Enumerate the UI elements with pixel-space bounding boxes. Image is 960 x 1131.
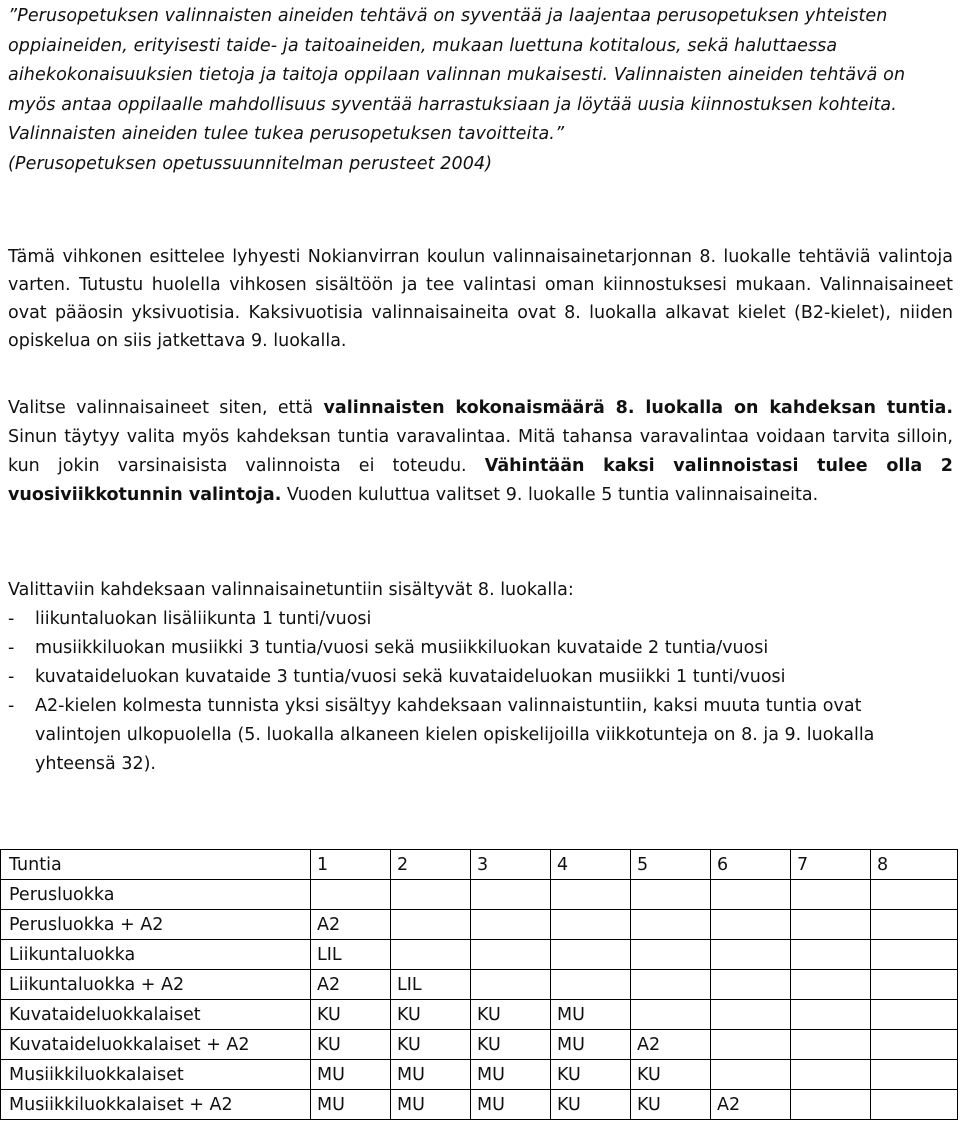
table-cell: MU	[551, 1030, 631, 1060]
table-cell	[471, 880, 551, 910]
table-cell	[551, 880, 631, 910]
table-cell	[551, 910, 631, 940]
table-row	[1, 1030, 958, 1060]
table-cell	[711, 940, 791, 970]
header-cell: 2	[391, 850, 471, 880]
row-label-cell: Kuvataideluokkalaiset	[1, 1000, 311, 1030]
quote-source: (Perusopetuksen opetussuunnitelman perusteet 2004)	[8, 153, 493, 174]
table-cell: KU	[551, 1060, 631, 1090]
table-cell: KU	[311, 1000, 391, 1030]
table-cell: MU	[391, 1060, 471, 1090]
table-cell	[631, 970, 711, 1000]
table-cell: LIL	[311, 940, 391, 970]
instructions-emphasis-minimum: Vähintään kaksi valinnoistasi tulee olla 2 vuosiviikkotunnin valintoja.	[8, 456, 953, 505]
table-row	[1, 880, 958, 910]
table-cell	[791, 970, 871, 1000]
list-item-text: A2-kielen kolmesta tunnista yksi sisältyy kahdeksaan valinnaistuntiin, kaksi muuta tuntia ovat valintojen ulkopuolella (5. luokalla alkaneen kielen opiskelijoilla viikkotunteja on 8. ja 9. luokalla yhteensä 32).	[35, 696, 875, 774]
table-cell	[711, 880, 791, 910]
included-hours-list	[8, 605, 953, 779]
header-cell: 1	[311, 850, 391, 880]
table-cell: KU	[311, 1030, 391, 1060]
included-hours-title: Valittaviin kahdeksaan valinnaisainetuntiin sisältyvät 8. luokalla:	[8, 580, 574, 600]
instructions-text-3: Vuoden kuluttua valitset 9. luokalle 5 tuntia valinnaisaineita.	[281, 485, 819, 505]
row-label-cell: Musiikkiluokkalaiset + A2	[1, 1090, 311, 1120]
list-dash: -	[8, 638, 15, 658]
table-cell: KU	[551, 1090, 631, 1120]
header-cell: Tuntia	[1, 850, 311, 880]
table-cell	[391, 880, 471, 910]
table-cell	[471, 910, 551, 940]
row-label-cell: Liikuntaluokka	[1, 940, 311, 970]
table-cell	[631, 910, 711, 940]
list-dash: -	[8, 609, 15, 629]
table-cell: MU	[391, 1090, 471, 1120]
table-cell	[391, 910, 471, 940]
table-cell: KU	[631, 1090, 711, 1120]
table-cell	[791, 880, 871, 910]
table-cell: A2	[631, 1030, 711, 1060]
table-cell	[871, 1090, 958, 1120]
list-item	[8, 692, 953, 779]
list-item	[8, 634, 953, 663]
table-cell	[871, 1000, 958, 1030]
table-cell	[311, 880, 391, 910]
table-cell	[551, 970, 631, 1000]
table-cell: A2	[711, 1090, 791, 1120]
table-row	[1, 1090, 958, 1120]
table-cell: KU	[631, 1060, 711, 1090]
intro-paragraph: Tämä vihkonen esittelee lyhyesti Nokianvirran koulun valinnaisainetarjonnan 8. luokalle tehtäviä valintoja varten. Tutustu huolella vihkosen sisältöön ja tee valintasi oman kiinnostuksesi mukaan. Valinnaisaineet ovat pääosin yksivuotisia. Kaksivuotisia valinnaisaineita ovat 8. luokalla alkavat kielet (B2-kielet), niiden opiskelua on siis jatkettava 9. luokalla.	[8, 247, 953, 351]
table-cell: MU	[471, 1060, 551, 1090]
list-item-text: liikuntaluokan lisäliikunta 1 tunti/vuosi	[35, 609, 372, 629]
table-cell	[871, 970, 958, 1000]
table-row	[1, 970, 958, 1000]
row-label-cell: Kuvataideluokkalaiset + A2	[1, 1030, 311, 1060]
table-cell	[391, 940, 471, 970]
table-cell	[711, 1060, 791, 1090]
header-cell: 3	[471, 850, 551, 880]
selection-instructions	[8, 394, 953, 510]
header-cell: 4	[551, 850, 631, 880]
header-cell: 5	[631, 850, 711, 880]
row-label-cell: Musiikkiluokkalaiset	[1, 1060, 311, 1090]
table-cell	[871, 940, 958, 970]
table-cell	[791, 910, 871, 940]
table-cell	[631, 880, 711, 910]
table-cell	[471, 970, 551, 1000]
table-cell	[791, 1090, 871, 1120]
table-cell	[871, 1030, 958, 1060]
list-dash: -	[8, 696, 15, 716]
table-cell	[471, 940, 551, 970]
table-row	[1, 1000, 958, 1030]
table-cell	[871, 1060, 958, 1090]
row-label-cell: Liikuntaluokka + A2	[1, 970, 311, 1000]
table-cell	[871, 880, 958, 910]
row-label-cell: Perusluokka	[1, 880, 311, 910]
list-dash: -	[8, 667, 15, 687]
table-cell: MU	[311, 1060, 391, 1090]
curriculum-quote	[8, 2, 953, 179]
list-item-text: kuvataideluokan kuvataide 3 tuntia/vuosi sekä kuvataideluokan musiikki 1 tunti/vuosi	[35, 667, 786, 687]
table-cell	[711, 1000, 791, 1030]
list-item	[8, 663, 953, 692]
table-cell	[791, 1060, 871, 1090]
instructions-text-1: Valitse valinnaisaineet siten, että	[8, 398, 324, 418]
table-cell	[711, 1030, 791, 1060]
table-cell: LIL	[391, 970, 471, 1000]
header-cell: 8	[871, 850, 958, 880]
table-cell: A2	[311, 970, 391, 1000]
table-cell	[791, 1030, 871, 1060]
table-cell: KU	[391, 1000, 471, 1030]
header-cell: 7	[791, 850, 871, 880]
table-cell: MU	[551, 1000, 631, 1030]
list-item-text: musiikkiluokan musiikki 3 tuntia/vuosi sekä musiikkiluokan kuvataide 2 tuntia/vuosi	[35, 638, 769, 658]
table-row	[1, 910, 958, 940]
table-cell	[711, 910, 791, 940]
instructions-emphasis-total: valinnaisten kokonaismäärä 8. luokalla on kahdeksan tuntia.	[323, 398, 953, 418]
quote-text: ”Perusopetuksen valinnaisten aineiden tehtävä on syventää ja laajentaa perusopetuksen yhteisten oppiaineiden, erityisesti taide- ja taitoaineiden, mukaan luettuna kotitalous, sekä haluttaessa aihekokonaisuuksien tietoja ja taitoja oppilaan valinnan mukaisesti. Valinnaisten aineiden tehtävä on myös antaa oppilaalle mahdollisuus syventää harrastuksiaan ja löytää uusia kiinnostuksen kohteita. Valinnaisten aineiden tulee tukea perusopetuksen tavoitteita.”	[8, 6, 906, 144]
table-cell	[871, 910, 958, 940]
table-cell	[631, 940, 711, 970]
table-cell: KU	[471, 1000, 551, 1030]
table-cell: MU	[471, 1090, 551, 1120]
table-row	[1, 1060, 958, 1090]
table-cell	[631, 1000, 711, 1030]
table-cell: KU	[391, 1030, 471, 1060]
table-row	[1, 940, 958, 970]
list-item	[8, 605, 953, 634]
header-cell: 6	[711, 850, 791, 880]
table-cell: A2	[311, 910, 391, 940]
table-header-row	[1, 850, 958, 880]
table-cell: KU	[471, 1030, 551, 1060]
table-cell	[551, 940, 631, 970]
table-cell: MU	[311, 1090, 391, 1120]
instructions-text-2: Sinun täytyy valita myös kahdeksan tuntia varavalintaa. Mitä tahansa varavalintaa voidaan tarvita silloin, kun jokin varsinaisista valinnoista ei toteudu.	[8, 427, 953, 476]
elective-hours-table	[0, 849, 958, 1120]
table-cell	[711, 970, 791, 1000]
row-label-cell: Perusluokka + A2	[1, 910, 311, 940]
table-cell	[791, 940, 871, 970]
table-cell	[791, 1000, 871, 1030]
